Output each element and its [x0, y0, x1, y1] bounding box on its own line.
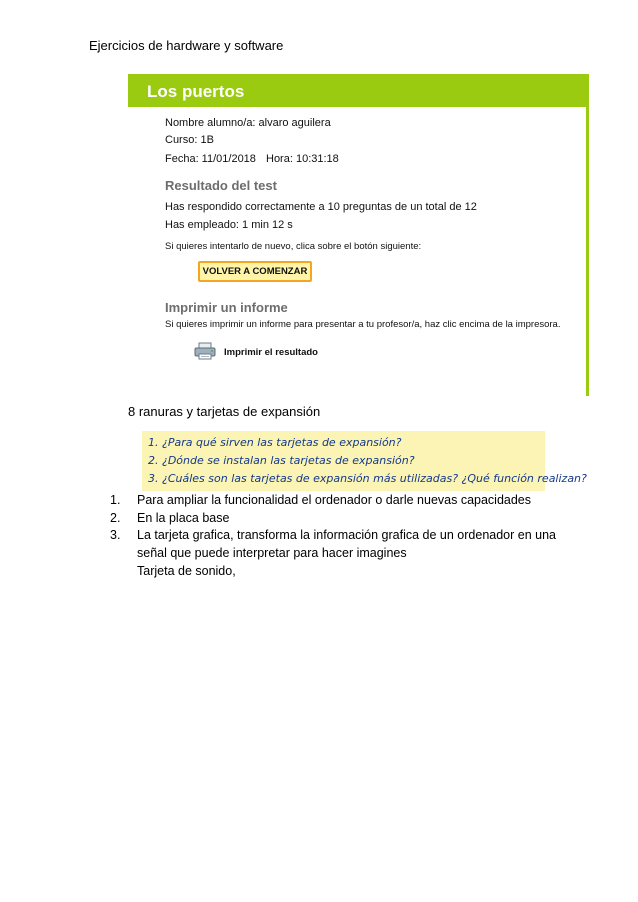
answer-text: señal que puede interpretar para hacer imagines — [137, 546, 407, 560]
answer-text: La tarjeta grafica, transforma la información grafica de un ordenador en una — [137, 528, 556, 542]
section-heading: 8 ranuras y tarjetas de expansión — [128, 404, 321, 419]
result-title: Resultado del test — [165, 178, 277, 193]
print-report-title: Imprimir un informe — [165, 300, 288, 315]
printer-icon[interactable] — [194, 342, 216, 360]
title-bar — [128, 74, 586, 107]
answer-text: Tarjeta de sonido, — [137, 564, 236, 578]
panel-title: Los puertos — [147, 82, 245, 101]
restart-button[interactable]: VOLVER A COMENZAR — [198, 261, 312, 282]
document-header: Ejercicios de hardware y software — [89, 38, 284, 53]
question-item: 3. ¿Cuáles son las tarjetas de expansión más utilizadas? ¿Qué función realizan? — [148, 472, 587, 485]
answer-text: Para ampliar la funcionalidad el ordenador o darle nuevas capacidades — [137, 493, 532, 507]
question-item: 2. ¿Dónde se instalan las tarjetas de expansión? — [148, 454, 415, 467]
answer-number: 1. — [110, 493, 121, 507]
test-time: Hora: 10:31:18 — [266, 153, 339, 165]
answer-text: En la placa base — [137, 511, 230, 525]
duration-text: Has empleado: 1 min 12 s — [165, 219, 293, 231]
print-result-link[interactable]: Imprimir el resultado — [224, 347, 318, 358]
retry-hint: Si quieres intentarlo de nuevo, clica sobre el botón siguiente: — [165, 241, 422, 252]
test-result-panel — [128, 74, 589, 396]
print-hint: Si quieres imprimir un informe para presentar a tu profesor/a, haz clic encima de la impresora. — [165, 319, 561, 330]
course: Curso: 1B — [165, 134, 214, 146]
question-item: 1. ¿Para qué sirven las tarjetas de expansión? — [148, 436, 402, 449]
answer-number: 3. — [110, 528, 121, 542]
score-text: Has respondido correctamente a 10 preguntas de un total de 12 — [165, 201, 477, 213]
answer-number: 2. — [110, 511, 121, 525]
test-date: Fecha: 11/01/2018 — [165, 153, 256, 165]
question-box — [142, 431, 587, 491]
student-name: Nombre alumno/a: alvaro aguilera — [165, 117, 331, 129]
